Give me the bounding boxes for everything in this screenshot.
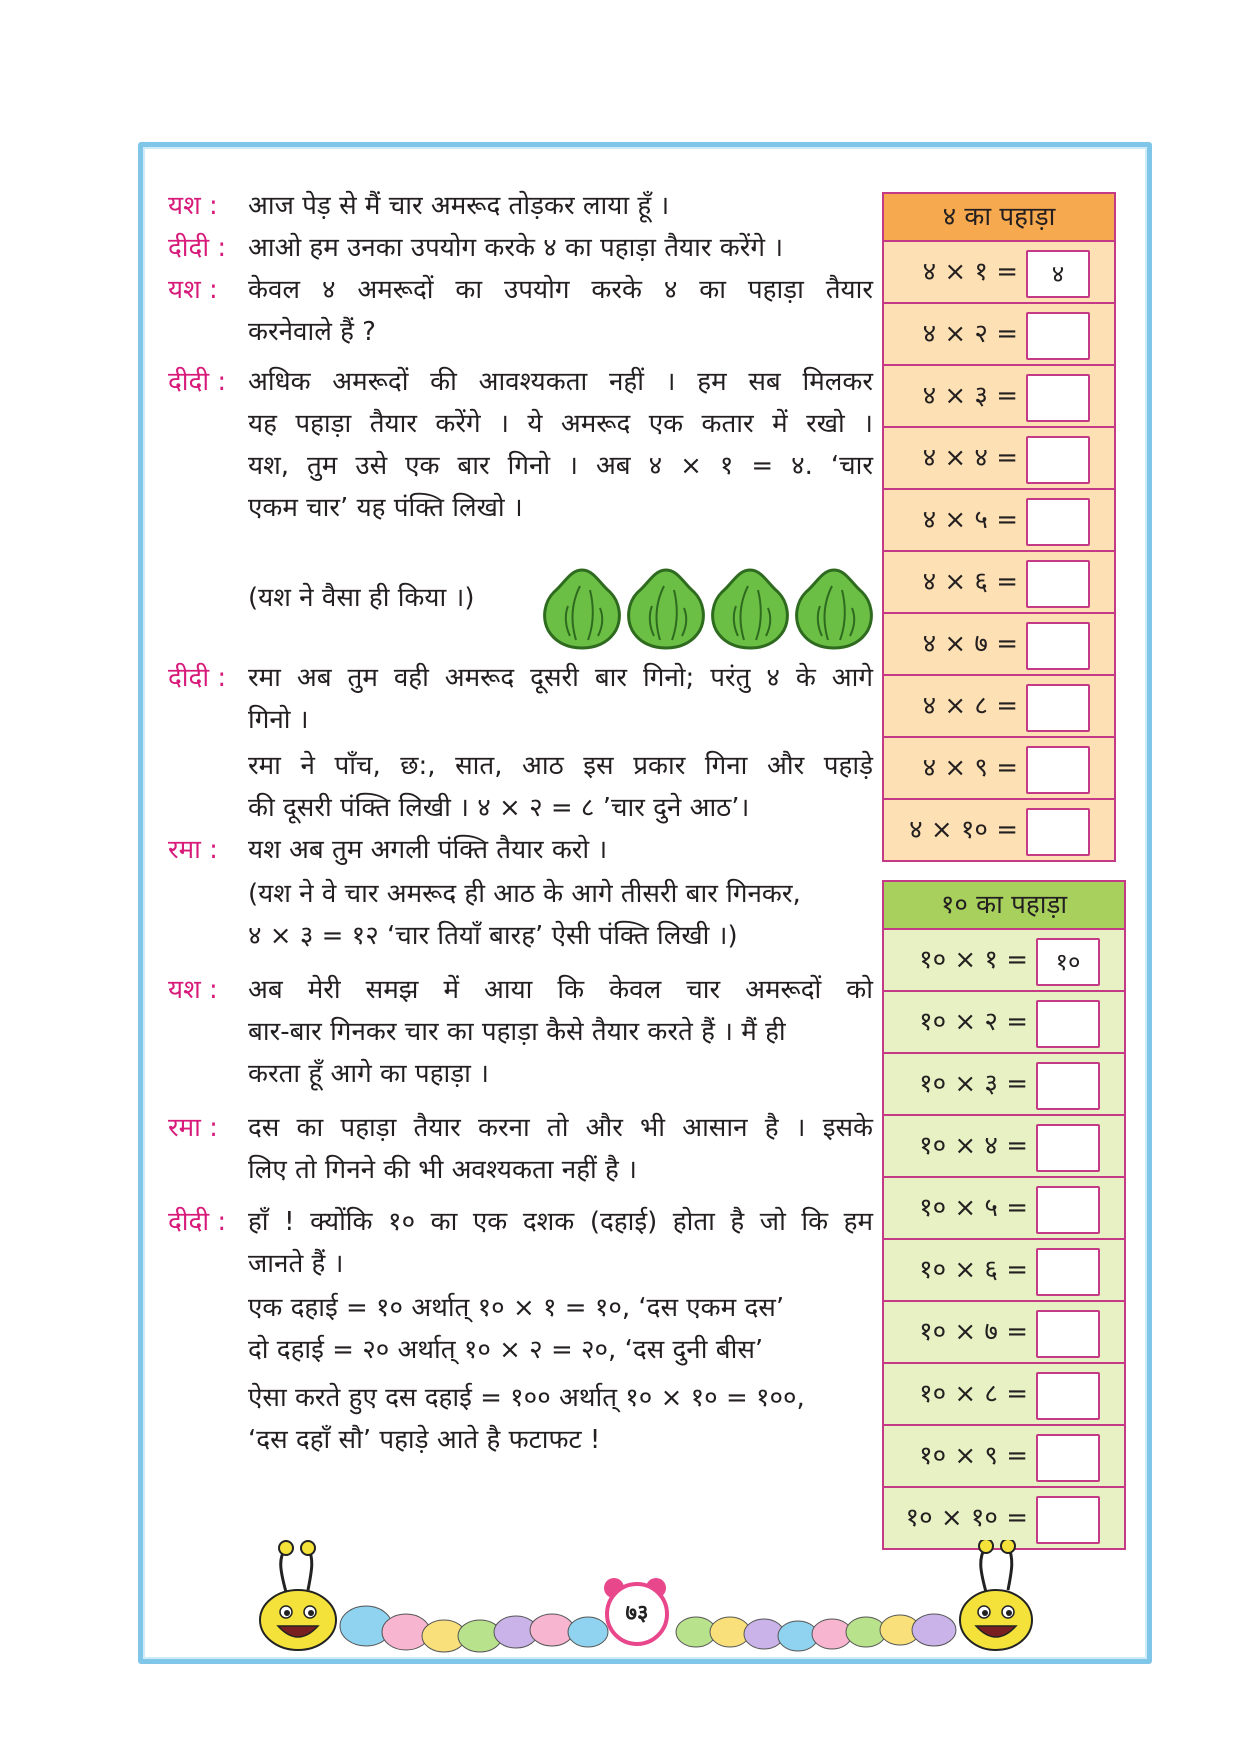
speaker-label: रमा : — [168, 835, 218, 865]
answer-box[interactable] — [1026, 312, 1090, 360]
table-expression: ४ × ५ = — [922, 505, 1018, 535]
speaker-label: दीदी : — [168, 663, 227, 693]
dialogue-text: आओ हम उनका उपयोग करके ४ का पहाड़ा तैयार करेंगे । — [248, 233, 784, 263]
answer-box[interactable] — [1036, 1496, 1100, 1544]
table-expression: ४ × १ = — [922, 257, 1018, 287]
table-expression: ४ × २ = — [922, 319, 1018, 349]
table-expression: १० × १ = — [919, 945, 1028, 975]
table-row — [884, 1240, 1124, 1302]
dialogue-text: (यश ने वे चार अमरूद ही आठ के आगे तीसरी बार गिनकर, — [248, 879, 801, 909]
table-row — [884, 366, 1114, 428]
table-row — [884, 676, 1114, 738]
page-number: ७३ — [605, 1582, 669, 1646]
answer-box[interactable] — [1036, 1062, 1100, 1110]
table-row — [884, 1302, 1124, 1364]
table-row — [884, 552, 1114, 614]
dialogue-text: यश अब तुम अगली पंक्ति तैयार करो । — [248, 835, 608, 865]
speaker-label: रमा : — [168, 1113, 218, 1143]
answer-box[interactable] — [1036, 1372, 1100, 1420]
table-expression: ४ × ७ = — [922, 629, 1018, 659]
dialogue-text: ४ × ३ = १२ ‘चार तियाँ बारह’ ऐसी पंक्ति लिखी ।) — [248, 921, 738, 951]
answer-box[interactable] — [1026, 746, 1090, 794]
speaker-label: यश : — [168, 275, 218, 305]
dialogue-text: दस का पहाड़ा तैयार करना तो और भी आसान है । इसके — [248, 1113, 873, 1143]
table-expression: १० × ९ = — [919, 1441, 1028, 1471]
dialogue-text: करनेवाले हैं ? — [248, 317, 376, 347]
dialogue-text: ‘दस दहाँ सौ’ पहाड़े आते है फटाफट ! — [248, 1425, 601, 1455]
multiplication-table-10 — [882, 880, 1126, 1550]
guava-icon — [708, 566, 792, 650]
speaker-label: यश : — [168, 975, 218, 1005]
table-row — [884, 1178, 1124, 1240]
guava-icon — [540, 566, 624, 650]
dialogue-text: की दूसरी पंक्ति लिखी । ४ × २ = ८ ’चार दुने आठ’। — [248, 793, 750, 823]
dialogue-text: एक दहाई = १० अर्थात् १० × १ = १०, ‘दस एकम दस’ — [248, 1293, 785, 1323]
dialogue-text: ऐसा करते हुए दस दहाई = १०० अर्थात् १० × १० = १००, — [248, 1383, 805, 1413]
table-title: ४ का पहाड़ा — [884, 194, 1114, 242]
table-expression: ४ × ९ = — [922, 753, 1018, 783]
dialogue-text: करता हूँ आगे का पहाड़ा । — [248, 1059, 490, 1089]
answer-box[interactable] — [1026, 498, 1090, 546]
answer-box[interactable] — [1026, 436, 1090, 484]
table-row — [884, 992, 1124, 1054]
table-row — [884, 1116, 1124, 1178]
table-row — [884, 304, 1114, 366]
answer-box[interactable] — [1026, 808, 1090, 856]
guava-icon — [792, 566, 876, 650]
answer-box[interactable] — [1036, 1124, 1100, 1172]
table-expression: ४ × ६ = — [922, 567, 1018, 597]
dialogue-text: आज पेड़ से मैं चार अमरूद तोड़कर लाया हूँ । — [248, 191, 670, 221]
dialogue-text: दो दहाई = २० अर्थात् १० × २ = २०, ‘दस दुनी बीस’ — [248, 1335, 764, 1365]
dialogue-text: अधिक अमरूदों की आवश्यकता नहीं । हम सब मिलकर — [248, 367, 873, 397]
dialogue-text: बार-बार गिनकर चार का पहाड़ा कैसे तैयार करते हैं । मैं ही — [248, 1017, 786, 1047]
table-expression: ४ × १० = — [909, 815, 1018, 845]
table-expression: ४ × ३ = — [922, 381, 1018, 411]
answer-box[interactable] — [1036, 1248, 1100, 1296]
dialogue-text: यह पहाड़ा तैयार करेंगे । ये अमरूद एक कतार में रखो । — [248, 409, 873, 439]
dialogue-text: गिनो । — [248, 705, 309, 735]
answer-box[interactable]: १० — [1036, 938, 1100, 986]
table-row — [884, 1488, 1124, 1548]
speaker-label: यश : — [168, 191, 218, 221]
table-expression: १० × २ = — [919, 1007, 1028, 1037]
answer-box[interactable] — [1036, 1310, 1100, 1358]
table-expression: १० × ३ = — [919, 1069, 1028, 1099]
dialogue-text: हाँ ! क्योंकि १० का एक दशक (दहाई) होता है जो कि हम — [248, 1207, 873, 1237]
table-row — [884, 242, 1114, 304]
answer-box[interactable] — [1036, 1186, 1100, 1234]
dialogue-text: (यश ने वैसा ही किया ।) — [248, 583, 475, 613]
table-expression: ४ × ८ = — [922, 691, 1018, 721]
table-expression: ४ × ४ = — [922, 443, 1018, 473]
answer-box[interactable] — [1026, 374, 1090, 422]
table-row — [884, 614, 1114, 676]
table-expression: १० × ७ = — [919, 1317, 1028, 1347]
table-title: १० का पहाड़ा — [884, 882, 1124, 930]
answer-box[interactable] — [1026, 684, 1090, 732]
table-row — [884, 738, 1114, 800]
table-expression: १० × ६ = — [919, 1255, 1028, 1285]
table-row — [884, 1426, 1124, 1488]
answer-box[interactable] — [1026, 622, 1090, 670]
dialogue-text: एकम चार’ यह पंक्ति लिखो । — [248, 493, 523, 523]
table-expression: १० × १० = — [905, 1503, 1028, 1533]
table-expression: १० × ८ = — [919, 1379, 1028, 1409]
answer-box[interactable] — [1036, 1000, 1100, 1048]
table-row — [884, 800, 1114, 860]
table-row — [884, 490, 1114, 552]
guava-icon — [624, 566, 708, 650]
dialogue-text: लिए तो गिनने की भी अवश्यकता नहीं है । — [248, 1155, 637, 1185]
dialogue-text: यश, तुम उसे एक बार गिनो । अब ४ × १ = ४. ‘चार — [248, 451, 873, 481]
multiplication-table-4 — [882, 192, 1116, 862]
answer-box[interactable] — [1026, 560, 1090, 608]
speaker-label: दीदी : — [168, 367, 227, 397]
table-row — [884, 1054, 1124, 1116]
answer-box[interactable] — [1036, 1434, 1100, 1482]
table-expression: १० × ५ = — [919, 1193, 1028, 1223]
table-expression: १० × ४ = — [919, 1131, 1028, 1161]
speaker-label: दीदी : — [168, 1207, 227, 1237]
dialogue-text: रमा अब तुम वही अमरूद दूसरी बार गिनो; परंतु ४ के आगे — [248, 663, 873, 693]
table-row — [884, 428, 1114, 490]
dialogue-text: केवल ४ अमरूदों का उपयोग करके ४ का पहाड़ा तैयार — [248, 275, 873, 305]
dialogue-text: अब मेरी समझ में आया कि केवल चार अमरूदों को — [248, 975, 873, 1005]
dialogue-text: जानते हैं । — [248, 1249, 344, 1279]
speaker-label: दीदी : — [168, 233, 227, 263]
dialogue-text: रमा ने पाँच, छ:, सात, आठ इस प्रकार गिना और पहाड़े — [248, 751, 873, 781]
answer-box[interactable]: ४ — [1026, 250, 1090, 298]
table-row — [884, 930, 1124, 992]
table-row — [884, 1364, 1124, 1426]
